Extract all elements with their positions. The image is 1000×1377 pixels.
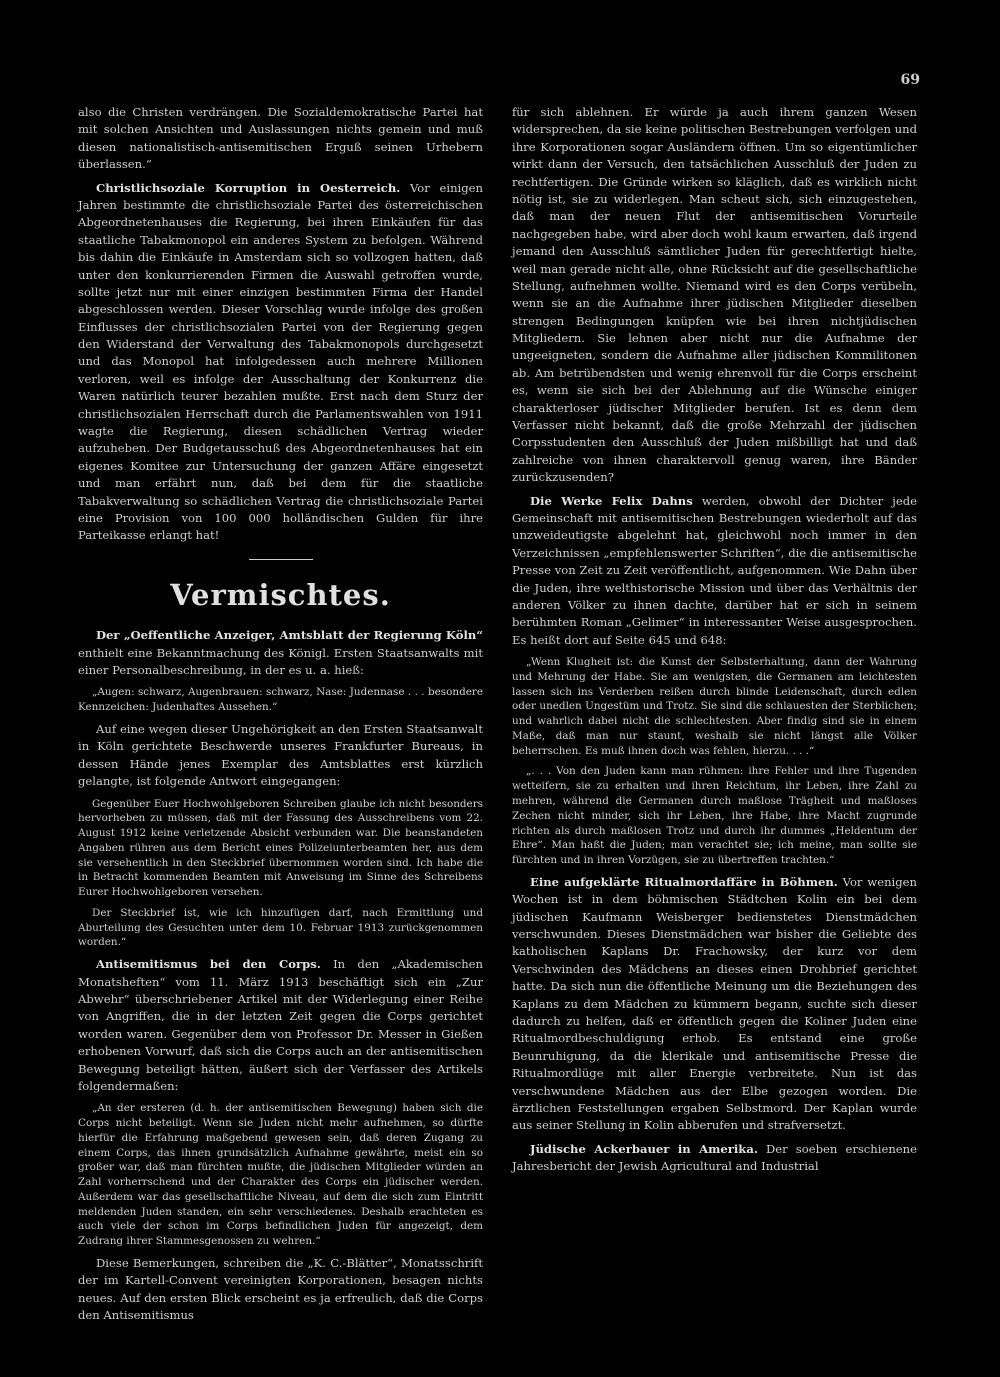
section-body: Vor wenigen Wochen ist in dem böhmischen Städtchen Kolin ein bei dem jüdischen Kaufmann Weisberger bedienstetes Dienstmädchen verschwunden. Dieses Dienstmädchen war bisher die Geliebte des katholischen Kaplans Dr. Frachowsky, der kurz vor dem Verschwinden des Mädchens an dieses einen Drohbrief gerichtet hatte. Da sich nun die öffentliche Meinung um die Beziehungen des Kaplans zu dem Mädchen zu kümmern begann, suchte sich dieser dadurch zu helfen, daß er öffentlich gegen die Koliner Juden eine Ritualmordbeschuldigung erhob. Es entstand eine große Beunruhigung, da die klerikale und antisemitische Presse die Ritualmordlüge mit aller Energie verbreitete. Nun ist das verschwundene Mädchen aus der Elbe gezogen worden. Die ärztlichen Feststellungen ergaben Selbstmord. Der Kaplan wurde aus seiner Stellung in Kolin abberufen und strafversetzt. bbox=[512, 874, 917, 1133]
section-body: In den „Akademischen Monatsheften“ vom 11. März 1913 beschäftigt sich ein „Zur Abwehr“ überschriebener Artikel mit der Widerlegung einer Reihe von Angriffen, die in der letzten Zeit gegen die Corps gerichtet worden waren. Gegenüber dem von Professor Dr. Messer in Gießen erhobenen Vorwurf, daß sich die Corps auch an der antisemitischen Bewegung beteiligt hätten, äußert sich der Verfasser des Artikels folgendermaßen: bbox=[78, 957, 484, 1093]
right-column bbox=[512, 104, 917, 1181]
section-body: enthielt eine Bekanntmachung des Königl. Ersten Staatsanwalts mit einer Personalbeschreibung, in der es u. a. hieß: bbox=[78, 645, 483, 678]
quote: „An der ersteren (d. h. der antisemitischen Bewegung) haben sich die Corps nicht beteiligt. Wenn sie Juden nicht mehr aufnehmen, so dürfte hierfür die Erfahrung maßgebend gewesen sein, daß deren Zugang zu einem Corps, das ihnen grundsätzlich Aufnahme gewährte, meist ein so großer war, daß man fürchten mußte, die jüdischen Mitglieder würden an Zahl vorherrschend und der Charakter des Corps ein jüdischer werden. Außerdem war das gesellschaftliche Niveau, auf dem die sich zum Eintritt meldenden Juden standen, ein sehr verschiedenes. Deshalb erachteten es auch viele der schon im Corps befindlichen Juden für angezeigt, dem Zudrang ihrer Stammesgenossen zu wehren.“ bbox=[78, 1102, 483, 1248]
paragraph: Diese Bemerkungen, schreiben die „K. C.-Blätter“, Monatsschrift der im Kartell-Convent vereinigten Korporationen, besagen nichts neues. Auf den ersten Blick erscheint es ja erfreulich, daß die Corps den Antisemitismus bbox=[78, 1255, 483, 1323]
section-lead: Eine aufgeklärte Ritualmordaffäre in Böhmen. bbox=[530, 874, 838, 889]
section-corps bbox=[78, 956, 483, 1095]
section-corruption bbox=[78, 180, 483, 545]
quote: Gegenüber Euer Hochwohlgeboren Schreiben glaube ich nicht besonders hervorheben zu müssen, daß mit der Fassung des Ausschreibens vom 22. August 1912 keine verletzende Absicht verbunden war. Die beanstandeten Angaben rühren aus dem Bericht eines Polizeiunterbeamten her, aus dem sie versehentlich in den Steckbrief übernommen worden sind. Ich habe die in Betracht kommenden Beamten mit Anweisung im Sinne des Schreibens Eurer Hochwohlgeboren versehen. bbox=[78, 797, 483, 899]
section-body: Vor einigen Jahren bestimmte die christlichsoziale Partei des österreichischen Abgeordnetenhauses die Regierung, bei ihren Einkäufen für das staatliche Tabakmonopol ein anderes System zu befolgen. Während bis dahin die Einkäufe in Amsterdam sich so vollzogen hatten, daß unter den konkurrierenden Firmen die Auswahl getroffen wurde, sollte jetzt nur mit einer einzigen bestimmten Firma der Handel abgeschlossen werden. Dieser Vorschlag wurde infolge des großen Einflusses der christlichsozialen Partei von der Regierung gegen den Widerstand der Verwaltung des Tabakmonopols durchgesetzt und das Monopol hat infolgedessen auch mehrere Millionen verloren, weil es infolge der Ausschaltung der Konkurrenz die Waren natürlich teurer bezahlen mußte. Erst nach dem Sturz der christlichsozialen Herrschaft durch die Parlamentswahlen von 1911 wagte die Regierung, diesen schädlichen Vertrag wieder aufzuheben. Der Budgetausschuß des Abgeordnetenhauses hat ein eigenes Komitee zur Untersuchung der ganzen Affäre eingesetzt und man erfährt nun, daß bei dem für die staatliche Tabakverwaltung so schädlichen Vertrag die christlichsoziale Partei eine Provision von 100 000 holländischen Gulden für ihre Parteikasse erlangt hat! bbox=[78, 180, 484, 543]
quote: „. . . Von den Juden kann man rühmen: ihre Fehler und ihre Tugenden wetteifern, sie zu erhalten und ihren Reichtum, ihr Leben, ihre Zahl zu mehren, während die Germanen durch maßlose Trägheit und maßloses Zechen nicht minder, sich ihr Leben, ihre Habe, ihre Macht zugrunde richten als durch maßlosen Trotz und durch ihr dummes „Heldentum der Ehre“. Man haßt die Juden; man verachtet sie; ich meine, man sollte sie fürchten und in ihren Vorzügen, sie zu übertreffen trachten.“ bbox=[512, 765, 917, 867]
page-number: 69 bbox=[900, 72, 920, 88]
section-body: Der soeben erschienene Jahresbericht der Jewish Agricultural and Industrial bbox=[512, 1141, 917, 1174]
section-heading: Vermischtes. bbox=[170, 577, 391, 612]
left-column bbox=[78, 104, 483, 1331]
section-lead: Der „Oeffentliche Anzeiger, Amtsblatt der Regierung Köln“ bbox=[96, 628, 483, 643]
section-body: werden, obwohl der Dichter jede Gemeinschaft mit antisemitischen Bestrebungen wiederholt auf das unzweideutigste abgelehnt hat, gleichwohl noch immer in den Verzeichnissen „empfehlenswerter Schriften“, die die antisemitische Presse von Zeit zu Zeit veröffentlicht, aufgenommen. Wie Dahn über die Juden, ihre welthistorische Mission und über das Verhältnis der anderen Völker zu ihnen dachte, darüber hat er sich in seinem berühmten Roman „Gelimer“ in interessanter Weise ausgesprochen. Es heißt dort auf Seite 645 und 648: bbox=[512, 493, 918, 647]
paragraph: also die Christen verdrängen. Die Sozialdemokratische Partei hat mit solchen Ansichten und Auslassungen nichts gemein und muß diesen nationalistisch-antisemitischen Erguß seinen Urhebern überlassen.“ bbox=[78, 105, 483, 172]
quote: „Augen: schwarz, Augenbrauen: schwarz, Nase: Judennase . . . besondere Kennzeichen: Judenhaftes Aussehen.“ bbox=[78, 686, 483, 714]
section-lead: Jüdische Ackerbauer in Amerika. bbox=[530, 1141, 758, 1156]
section-anzeiger bbox=[78, 627, 483, 679]
quote: Der Steckbrief ist, wie ich hinzufügen darf, nach Ermittlung und Aburteilung des Gesuchten unter dem 10. Februar 1913 zurückgenommen worden.“ bbox=[78, 906, 483, 949]
paragraph: für sich ablehnen. Er würde ja auch ihrem ganzen Wesen widersprechen, da sie keine politischen Bestrebungen verfolgen und ihre Korporationen sogar Ausländern öffnen. Um so eigentümlicher wirkt dann der Versuch, den tatsächlichen Ausschluß der Juden zu rechtfertigen. Die Gründe wirken so kläglich, daß es wirklich nicht nötig ist, sie zu widerlegen. Man scheut sich, sich einzugestehen, daß man der neuen Flut der antisemitischen Vorurteile nachgegeben habe, wird aber doch wohl kaum erwarten, daß irgend jemand den Ausschluß sämtlicher Juden für gerechtfertigt hielte, weil man gerade nicht alle, ohne Rücksicht auf die gesellschaftliche Stellung, aufnehmen wollte. Niemand wird es den Corps verübeln, wenn sie an die Aufnahme ihrer jüdischen Mitglieder dieselben strengen Bedingungen knüpfen wie bei ihren nichtjüdischen Mitgliedern. Sie lehnen aber nicht nur die Aufnahme der ungeeigneten, sondern die Aufnahme aller jüdischen Kommilitonen ab. Am betrübendsten und wenig ehrenvoll für die Corps erscheint es, wenn sie sich bei der Ablehnung auf die Wünsche einiger charakterloser jüdischer Mitglieder berufen. Ist es denn dem Verfasser nicht bekannt, daß die große Mehrzahl der jüdischen Corpsstudenten den Ausschluß der Juden mißbilligt hat und daß zahlreiche von ihnen charaktervoll genug waren, ihre Bänder zurückzusenden? bbox=[512, 105, 917, 485]
section-lead: Die Werke Felix Dahns bbox=[530, 493, 693, 508]
section-dahn bbox=[512, 493, 917, 650]
section-lead: Antisemitismus bei den Corps. bbox=[96, 957, 321, 972]
section-ackerbauer bbox=[512, 1141, 917, 1176]
section-lead: Christlichsoziale Korruption in Oesterreich. bbox=[96, 180, 401, 195]
section-ritualmord bbox=[512, 874, 917, 1135]
paragraph: Auf eine wegen dieser Ungehörigkeit an den Ersten Staatsanwalt in Köln gerichtete Beschwerde unseres Frankfurter Bureaus, in dessen Hände jenes Exemplar des Amtsblattes erst kürzlich gelangte, ist folgende Antwort eingegangen: bbox=[78, 721, 483, 789]
quote: „Wenn Klugheit ist: die Kunst der Selbsterhaltung, dann der Wahrung und Mehrung der Habe. Sie am wenigsten, die Germanen am leichtesten lassen sich ins Verderben reißen durch blinde Leidenschaft, durch edlen oder unedlen Ungestüm und Trotz. Sie sind die schlauesten der Sterblichen; und wahrlich dabei nicht die schlechtesten. Aber findig sind sie in einem Maße, daß man nur staunt, weshalb sie nicht längst alle Völker beherrschen. Es muß ihnen doch was fehlen, hierzu. . . .“ bbox=[512, 656, 917, 757]
divider bbox=[249, 559, 313, 560]
